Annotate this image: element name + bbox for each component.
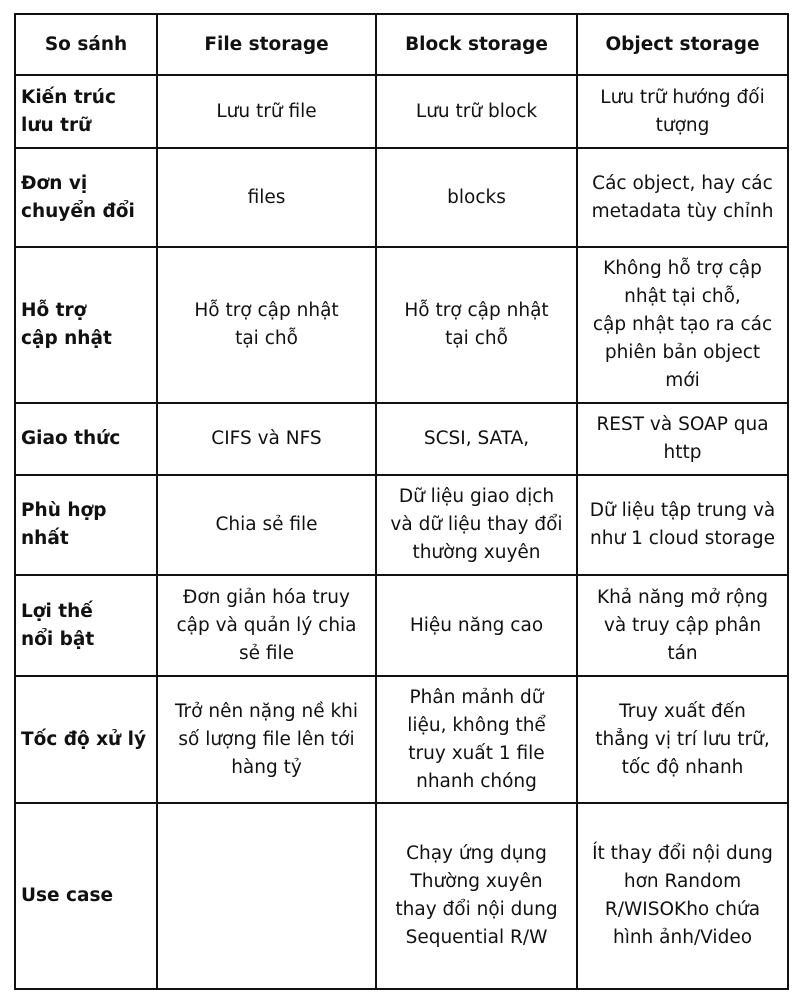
block-cell xyxy=(376,803,577,989)
file-cell-text: Lưu trữ file xyxy=(216,100,317,122)
block-cell-text: Lưu trữ block xyxy=(415,100,538,122)
object-cell xyxy=(577,75,788,148)
file-cell xyxy=(157,403,376,475)
table-row xyxy=(15,403,788,475)
block-cell xyxy=(376,75,577,148)
object-cell-text: Các object, hay các metadata tùy chỉnh xyxy=(591,172,774,222)
row-label xyxy=(15,475,157,575)
object-cell xyxy=(577,676,788,803)
table-row xyxy=(15,676,788,803)
file-cell-text: Trở nên nặng nề khi số lượng file lên tới hàng tỷ xyxy=(174,700,359,778)
block-cell-text: Hiệu năng cao xyxy=(409,614,544,636)
file-cell-text: CIFS và NFS xyxy=(211,428,322,449)
block-cell-text: Hỗ trợ cập nhật tại chỗ xyxy=(404,300,549,349)
table-row xyxy=(15,247,788,403)
row-label xyxy=(15,803,157,989)
row-label xyxy=(15,403,157,475)
row-label-text: Lợi thế nổi bật xyxy=(21,600,95,650)
row-label xyxy=(15,148,157,247)
block-cell xyxy=(376,148,577,247)
object-cell-text: Khả năng mở rộng và truy cập phân tán xyxy=(596,586,769,664)
block-cell-text: Chạy ứng dụng Thường xuyên thay đổi nội dung Sequential R/W xyxy=(395,843,558,948)
table-row xyxy=(15,148,788,247)
file-cell xyxy=(157,475,376,575)
row-label xyxy=(15,676,157,803)
file-cell xyxy=(157,75,376,148)
row-label-text: Hỗ trợ cập nhật xyxy=(21,300,112,349)
file-cell xyxy=(157,676,376,803)
file-cell xyxy=(157,148,376,247)
object-cell xyxy=(577,247,788,403)
object-cell xyxy=(577,575,788,676)
object-cell-text: Không hỗ trợ cập nhật tại chỗ, cập nhật tạo ra các phiên bản object mới xyxy=(592,258,773,391)
table-row xyxy=(15,575,788,676)
row-label xyxy=(15,75,157,148)
object-cell xyxy=(577,148,788,247)
row-label-text: Use case xyxy=(21,885,114,906)
block-cell xyxy=(376,403,577,475)
file-cell xyxy=(157,803,376,989)
object-cell xyxy=(577,803,788,989)
row-label-text: Phù hợp nhất xyxy=(21,500,107,549)
header-compare: So sánh xyxy=(15,14,157,75)
row-label-text: Kiến trúc lưu trữ xyxy=(21,86,116,136)
object-cell-text: REST và SOAP qua http xyxy=(596,414,769,463)
object-cell-text: Ít thay đổi nội dung hơn Random R/WISOKho chứa hình ảnh/Video xyxy=(592,843,773,948)
block-cell xyxy=(376,475,577,575)
row-label-text: Đơn vị chuyển đổi xyxy=(21,172,135,222)
file-cell xyxy=(157,247,376,403)
block-cell-text: Phân mảnh dữ liệu, không thể truy xuất 1 file nhanh chóng xyxy=(407,686,546,792)
block-cell-text: Dữ liệu giao dịch và dữ liệu thay đổi thường xuyên xyxy=(390,486,563,563)
file-cell-text: Hỗ trợ cập nhật tại chỗ xyxy=(194,300,339,349)
block-cell-text: SCSI, SATA, xyxy=(423,428,530,449)
comparison-table xyxy=(14,13,789,990)
object-cell xyxy=(577,475,788,575)
row-label-text: Tốc độ xử lý xyxy=(21,728,147,750)
row-label xyxy=(15,247,157,403)
table-row xyxy=(15,475,788,575)
block-cell xyxy=(376,676,577,803)
file-cell xyxy=(157,575,376,676)
row-label-text: Giao thức xyxy=(21,428,121,449)
block-cell-text: blocks xyxy=(447,186,506,208)
header-row xyxy=(15,14,788,75)
block-cell xyxy=(376,575,577,676)
row-label xyxy=(15,575,157,676)
file-cell-text: Đơn giản hóa truy cập và quản lý chia sẻ file xyxy=(176,586,357,664)
file-cell-text: files xyxy=(247,186,286,208)
header-file-storage: File storage xyxy=(157,14,376,75)
object-cell-text: Dữ liệu tập trung và như 1 cloud storage xyxy=(589,500,776,549)
header-block-storage: Block storage xyxy=(376,14,577,75)
header-object-storage: Object storage xyxy=(577,14,788,75)
table-row xyxy=(15,75,788,148)
block-cell xyxy=(376,247,577,403)
object-cell-text: Lưu trữ hướng đối tượng xyxy=(600,86,765,136)
object-cell-text: Truy xuất đến thẳng vị trí lưu trữ, tốc độ nhanh xyxy=(595,700,770,778)
file-cell-text: Chia sẻ file xyxy=(215,514,318,535)
table-row xyxy=(15,803,788,989)
object-cell xyxy=(577,403,788,475)
